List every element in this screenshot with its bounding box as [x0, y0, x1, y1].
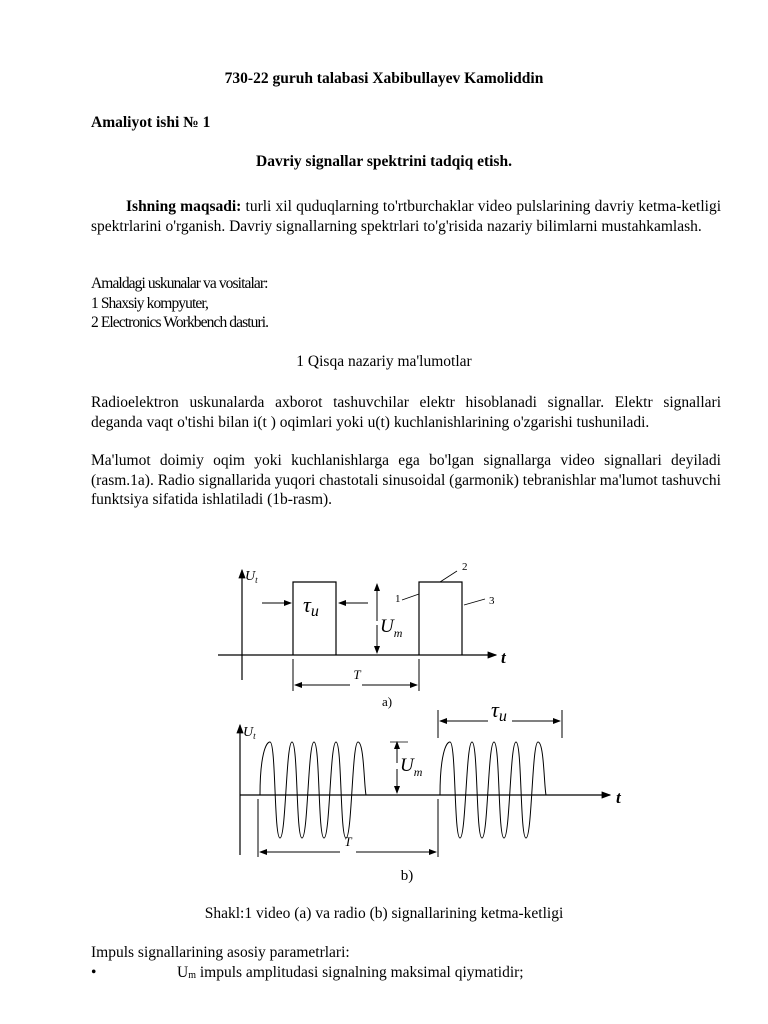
- callout-2: 2: [462, 561, 468, 573]
- purpose-text: turli xil quduqlarning to'rtburchaklar video pulslarining davriy ketma-ketligi spektrlarini o'rganish. Davriy signallarning spektrlari to'g'risida nazariy bilimlarni mustahkamlash.: [91, 198, 721, 235]
- bullet-icon: •: [91, 964, 97, 981]
- section-heading: 1 Qisqa nazariy ma'lumotlar: [296, 353, 472, 370]
- a-x-axis-label: t: [501, 648, 506, 667]
- radio-burst-2: [440, 742, 546, 838]
- a-period-label: T: [353, 667, 361, 682]
- b-y-axis-label: $U_t$: [243, 725, 256, 741]
- b-period-label: T: [344, 834, 352, 849]
- callout-line-1: [402, 594, 419, 600]
- author-line: 730-22 guruh talabasi Xabibullayev Kamoliddin: [224, 70, 544, 87]
- panel-b-label: b): [400, 868, 414, 884]
- callout-line-3: [464, 599, 485, 605]
- a-y-axis-label: $U_t$: [245, 569, 258, 585]
- panel-a-label: a): [381, 694, 393, 709]
- signal-figure: [200, 555, 640, 895]
- pulse-2: [419, 582, 462, 655]
- theory-paragraph-2: Ma'lumot doimiy oqim yoki kuchlanishlarga ega bo'lgan signallarga video signallari deyiladi (rasm.1a). Radio signallarida yuqori chastotali sinusoidal (garmonik) tebranishlar ma'lumot tashuvchi funktsiya sifatida ishlatiladi (1b-rasm).: [91, 452, 721, 508]
- b-tau-label: τu: [491, 697, 507, 725]
- callout-1: 1: [395, 593, 401, 605]
- work-title: Amaliyot ishi № 1: [91, 114, 211, 131]
- radio-burst-1: [260, 742, 366, 838]
- b-amp-label: $U_m$: [400, 755, 423, 779]
- callout-line-2: [440, 571, 457, 582]
- params-item-text: $U_m$ impuls amplitudasi signalning maksimal qiymatidir;: [177, 964, 524, 981]
- tools-item-2: 2 Electronics Workbench dasturi.: [91, 314, 269, 331]
- radio-signal-panel: [240, 697, 622, 884]
- video-signal-panel: [218, 561, 507, 709]
- purpose-label: Ishning maqsadi:: [126, 198, 242, 215]
- topic-title: Davriy signallar spektrini tadqiq etish.: [256, 153, 512, 170]
- params-heading: Impuls signallarining asosiy parametrlari:: [91, 944, 350, 961]
- purpose-paragraph: [91, 197, 721, 236]
- tools-heading: Amaldagi uskunalar va vositalar:: [91, 275, 268, 292]
- a-amp-label: $U_m$: [380, 616, 403, 640]
- figure-caption: Shakl:1 video (a) va radio (b) signallarining ketma-ketligi: [204, 905, 564, 922]
- b-x-axis-label: t: [616, 788, 621, 807]
- tools-item-1: 1 Shaxsiy kompyuter,: [91, 295, 208, 312]
- a-tau-label: τu: [303, 592, 319, 620]
- callout-3: 3: [489, 595, 495, 607]
- theory-paragraph-1: Radioelektron uskunalarda axborot tashuvchilar elektr hisoblanadi signallar. Elektr signallari deganda vaqt o'tishi bilan i(t ) oqimlari yoki u(t) kuchlanishlarining o'zgarishi tushuniladi.: [91, 394, 721, 431]
